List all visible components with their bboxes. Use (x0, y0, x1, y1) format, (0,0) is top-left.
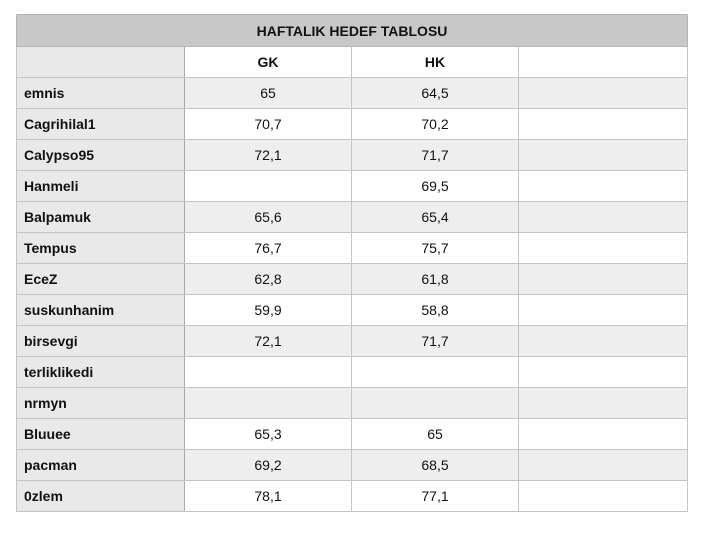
empty-cell (519, 202, 688, 233)
empty-cell (519, 264, 688, 295)
hk-value-cell: 77,1 (352, 481, 519, 512)
hk-value-cell: 65 (352, 419, 519, 450)
hk-value-cell: 64,5 (352, 78, 519, 109)
hk-value-cell (352, 357, 519, 388)
row-name-cell: EceZ (17, 264, 185, 295)
table-row (17, 357, 688, 388)
row-name-cell: nrmyn (17, 388, 185, 419)
empty-cell (519, 326, 688, 357)
empty-cell (519, 233, 688, 264)
column-header-empty (519, 47, 688, 78)
header-corner-cell (17, 47, 185, 78)
table-row (17, 233, 688, 264)
table-row (17, 140, 688, 171)
gk-value-cell: 65 (185, 78, 352, 109)
gk-value-cell (185, 388, 352, 419)
row-name-cell: Bluuee (17, 419, 185, 450)
row-name-cell: Balpamuk (17, 202, 185, 233)
table-row (17, 326, 688, 357)
gk-value-cell (185, 171, 352, 202)
table-row (17, 264, 688, 295)
hk-value-cell: 65,4 (352, 202, 519, 233)
empty-cell (519, 140, 688, 171)
table-title: HAFTALIK HEDEF TABLOSU (17, 15, 688, 47)
row-name-cell: Cagrihilal1 (17, 109, 185, 140)
hk-value-cell: 58,8 (352, 295, 519, 326)
gk-value-cell: 72,1 (185, 140, 352, 171)
gk-value-cell: 69,2 (185, 450, 352, 481)
empty-cell (519, 481, 688, 512)
row-name-cell: Tempus (17, 233, 185, 264)
empty-cell (519, 295, 688, 326)
table-row (17, 109, 688, 140)
hk-value-cell: 69,5 (352, 171, 519, 202)
row-name-cell: pacman (17, 450, 185, 481)
weekly-target-table (16, 14, 688, 512)
table-row (17, 171, 688, 202)
gk-value-cell (185, 357, 352, 388)
empty-cell (519, 388, 688, 419)
empty-cell (519, 450, 688, 481)
gk-value-cell: 72,1 (185, 326, 352, 357)
table-row (17, 202, 688, 233)
row-name-cell: suskunhanim (17, 295, 185, 326)
gk-value-cell: 65,3 (185, 419, 352, 450)
hk-value-cell: 75,7 (352, 233, 519, 264)
column-header-row (17, 47, 688, 78)
empty-cell (519, 78, 688, 109)
row-name-cell: 0zlem (17, 481, 185, 512)
row-name-cell: emnis (17, 78, 185, 109)
row-name-cell: terliklikedi (17, 357, 185, 388)
weekly-target-table-container (16, 14, 687, 512)
row-name-cell: birsevgi (17, 326, 185, 357)
gk-value-cell: 59,9 (185, 295, 352, 326)
column-header-hk: HK (352, 47, 519, 78)
table-row (17, 450, 688, 481)
gk-value-cell: 62,8 (185, 264, 352, 295)
hk-value-cell (352, 388, 519, 419)
hk-value-cell: 71,7 (352, 140, 519, 171)
row-name-cell: Hanmeli (17, 171, 185, 202)
column-header-gk: GK (185, 47, 352, 78)
table-row (17, 78, 688, 109)
gk-value-cell: 78,1 (185, 481, 352, 512)
empty-cell (519, 171, 688, 202)
gk-value-cell: 65,6 (185, 202, 352, 233)
empty-cell (519, 109, 688, 140)
hk-value-cell: 68,5 (352, 450, 519, 481)
table-row (17, 419, 688, 450)
table-row (17, 295, 688, 326)
empty-cell (519, 419, 688, 450)
row-name-cell: Calypso95 (17, 140, 185, 171)
table-row (17, 388, 688, 419)
hk-value-cell: 70,2 (352, 109, 519, 140)
gk-value-cell: 76,7 (185, 233, 352, 264)
gk-value-cell: 70,7 (185, 109, 352, 140)
hk-value-cell: 71,7 (352, 326, 519, 357)
table-row (17, 481, 688, 512)
empty-cell (519, 357, 688, 388)
hk-value-cell: 61,8 (352, 264, 519, 295)
